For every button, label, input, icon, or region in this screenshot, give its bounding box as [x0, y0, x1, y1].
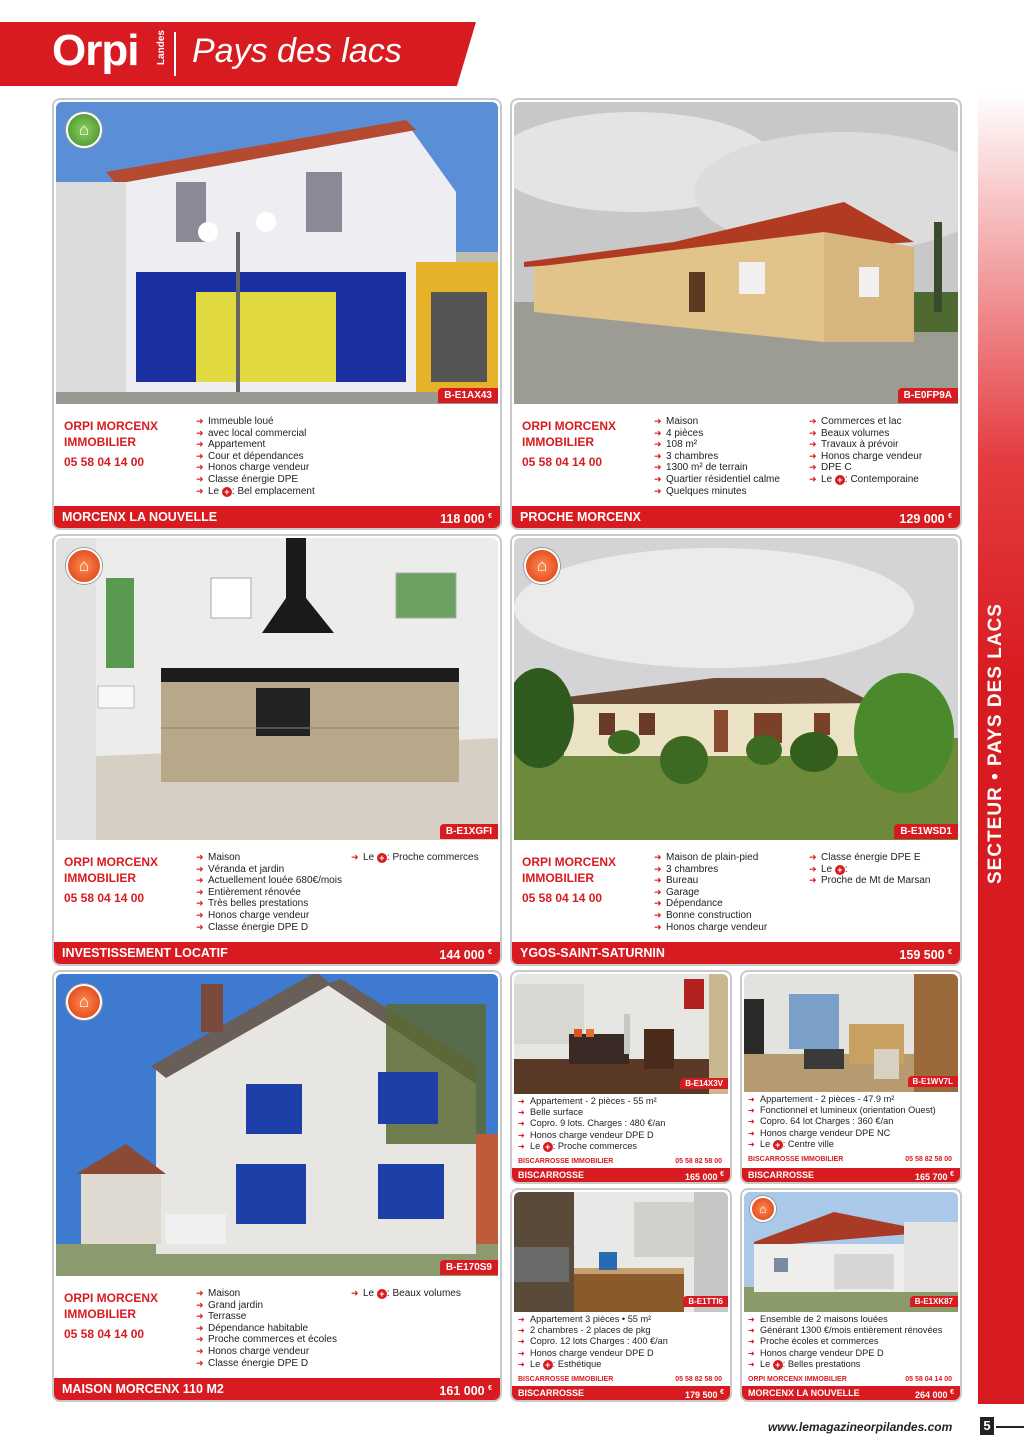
reference-code: B-E170S9 — [440, 1260, 498, 1275]
feature-item: ➜ Fonctionnel et lumineux (orientation Ouest) — [748, 1105, 960, 1116]
listing-price: 165 700 € — [915, 1171, 954, 1182]
feature-item: ➜ Maison — [654, 416, 804, 428]
feature-item: ➜ Immeuble loué — [196, 416, 446, 428]
feature-item: ➜ Le + : — [809, 864, 959, 876]
feature-list — [518, 1314, 730, 1370]
feature-item: ➜ Maison — [196, 1288, 346, 1300]
agency-name: ORPI MORCENX IMMOBILIER — [522, 419, 617, 449]
feature-item: ➜ Maison de plain-pied — [654, 852, 804, 864]
listing-location: MORCENX LA NOUVELLE — [62, 510, 218, 524]
feature-item: ➜ avec local commercial — [196, 428, 446, 440]
agency-name: ORPI MORCENX IMMOBILIER — [748, 1376, 847, 1383]
agency-name: ORPI MORCENX IMMOBILIER — [64, 1291, 159, 1321]
agency-phone: 05 58 82 58 00 — [675, 1158, 722, 1165]
feature-item: ➜ Dépendance habitable — [196, 1323, 346, 1335]
agency-info — [518, 1158, 722, 1165]
feature-list — [654, 416, 804, 497]
property-photo — [514, 538, 958, 840]
feature-list — [748, 1094, 960, 1150]
page-title: Pays des lacs — [192, 32, 402, 70]
property-photo — [56, 538, 498, 840]
listing-location: PROCHE MORCENX — [520, 510, 641, 524]
listing-card[interactable] — [510, 98, 962, 530]
plus-circle-icon: + — [773, 1360, 783, 1370]
listing-price: 129 000 € — [899, 512, 952, 527]
agency-phone: 05 58 04 14 00 — [64, 891, 145, 905]
agency-info — [522, 418, 642, 470]
agency-info — [518, 1376, 722, 1383]
listing-footer — [512, 1168, 730, 1182]
feature-list-secondary — [351, 1288, 501, 1300]
feature-list-secondary — [809, 852, 959, 887]
feature-item: ➜ Ensemble de 2 maisons louées — [748, 1314, 960, 1325]
feature-item: ➜ Honos charge vendeur — [196, 1346, 346, 1358]
feature-item: ➜ Entièrement rénovée — [196, 887, 346, 899]
listing-footer — [54, 1378, 500, 1400]
plus-circle-icon: + — [773, 1140, 783, 1150]
feature-item: ➜ 3 chambres — [654, 451, 804, 463]
agency-phone: 05 58 04 14 00 — [522, 455, 603, 469]
listing-location: BISCARROSSE — [518, 1388, 585, 1398]
feature-item: ➜ Maison — [196, 852, 346, 864]
feature-item: ➜ Classe énergie DPE D — [196, 922, 346, 934]
agency-info — [748, 1156, 952, 1163]
page-number: 5 — [980, 1417, 994, 1435]
property-photo — [514, 1192, 728, 1312]
house-heart-icon: ⌂ — [524, 548, 560, 584]
feature-item: ➜ Bonne construction — [654, 910, 804, 922]
agency-name: ORPI MORCENX IMMOBILIER — [522, 855, 617, 885]
sector-label: SECTEUR • PAYS DES LACS — [985, 603, 1006, 885]
reference-code: B-E0FP9A — [898, 388, 958, 403]
agency-name: BISCARROSSE IMMOBILIER — [518, 1158, 614, 1165]
plus-circle-icon: + — [543, 1142, 553, 1152]
listing-card[interactable] — [52, 534, 502, 966]
small-listing-card[interactable] — [740, 1188, 962, 1402]
agency-phone: 05 58 04 14 00 — [64, 1327, 145, 1341]
small-listing-card[interactable] — [740, 970, 962, 1184]
feature-item: ➜ Appartement - 2 pièces - 55 m² — [518, 1096, 730, 1107]
agency-phone: 05 58 82 58 00 — [905, 1156, 952, 1163]
agency-name: ORPI MORCENX IMMOBILIER — [64, 419, 159, 449]
agency-phone: 05 58 04 14 00 — [522, 891, 603, 905]
house-heart-icon: ⌂ — [66, 548, 102, 584]
house-heart-icon: ⌂ — [750, 1196, 776, 1222]
feature-item: ➜ 108 m² — [654, 439, 804, 451]
feature-item: ➜ Véranda et jardin — [196, 864, 346, 876]
feature-item: ➜ 3 chambres — [654, 864, 804, 876]
listing-price: 159 500 € — [899, 948, 952, 963]
orpi-logo: Orpi — [52, 26, 139, 75]
agency-name: BISCARROSSE IMMOBILIER — [748, 1156, 844, 1163]
listing-price: 264 000 € — [915, 1389, 954, 1400]
agency-info — [64, 1290, 184, 1342]
property-photo — [56, 102, 498, 404]
reference-code: B-E1XK87 — [910, 1296, 958, 1307]
feature-item: ➜ Terrasse — [196, 1311, 346, 1323]
feature-item: ➜ Cour et dépendances — [196, 451, 446, 463]
house-heart-icon: ⌂ — [66, 984, 102, 1020]
feature-item: ➜ Commerces et lac — [809, 416, 959, 428]
listing-footer — [742, 1168, 960, 1182]
agency-name: ORPI MORCENX IMMOBILIER — [64, 855, 159, 885]
feature-item: ➜ Le + : Contemporaine — [809, 474, 959, 486]
listing-card[interactable] — [510, 534, 962, 966]
feature-item: ➜ Travaux à prévoir — [809, 439, 959, 451]
agency-info — [64, 854, 184, 906]
feature-item: ➜ Très belles prestations — [196, 898, 346, 910]
property-photo — [56, 974, 498, 1276]
feature-item: ➜ 1300 m² de terrain — [654, 462, 804, 474]
property-photo — [744, 1192, 958, 1312]
feature-item: ➜ Le + : Esthétique — [518, 1359, 730, 1370]
property-photo — [744, 974, 958, 1092]
feature-item: ➜ Quelques minutes — [654, 486, 804, 498]
plus-circle-icon: + — [835, 475, 845, 485]
listing-price: 165 000 € — [685, 1171, 724, 1182]
plus-circle-icon: + — [377, 1289, 387, 1299]
feature-item: ➜ Quartier résidentiel calme — [654, 474, 804, 486]
feature-item: ➜ Classe énergie DPE — [196, 474, 446, 486]
feature-item: ➜ Générant 1300 €/mois entièrement rénovées — [748, 1325, 960, 1336]
property-photo — [514, 974, 728, 1094]
agency-info — [522, 854, 642, 906]
listing-card[interactable] — [52, 970, 502, 1402]
listing-footer — [512, 942, 960, 964]
plus-circle-icon: + — [222, 487, 232, 497]
listing-footer — [54, 506, 500, 528]
plus-circle-icon: + — [543, 1360, 553, 1370]
listing-price: 179 500 € — [685, 1389, 724, 1400]
small-listing-card[interactable] — [510, 1188, 732, 1402]
reference-code: B-E1TTI6 — [683, 1296, 728, 1307]
feature-item: ➜ Classe énergie DPE D — [196, 1358, 346, 1370]
agency-info — [748, 1376, 952, 1383]
feature-item: ➜ Le + : Proche commerces — [518, 1141, 730, 1152]
feature-item: ➜ Honos charge vendeur — [196, 462, 446, 474]
listing-location: BISCARROSSE — [518, 1170, 585, 1180]
property-photo — [514, 102, 958, 404]
feature-item: ➜ Beaux volumes — [809, 428, 959, 440]
listing-card[interactable] — [52, 98, 502, 530]
reference-code: B-E14X3V — [680, 1078, 728, 1089]
feature-item: ➜ Actuellement louée 680€/mois — [196, 875, 346, 887]
feature-item: ➜ Honos charge vendeur — [654, 922, 804, 934]
feature-item: ➜ Honos charge vendeur DPE D — [518, 1130, 730, 1141]
feature-item: ➜ Honos charge vendeur DPE D — [518, 1348, 730, 1359]
feature-item: ➜ Le + : Bel emplacement — [196, 486, 446, 498]
feature-list-secondary — [351, 852, 501, 864]
feature-item: ➜ Proche écoles et commerces — [748, 1336, 960, 1347]
feature-item: ➜ DPE C — [809, 462, 959, 474]
feature-item: ➜ Proche de Mt de Marsan — [809, 875, 959, 887]
header-separator — [174, 32, 176, 76]
feature-item: ➜ Bureau — [654, 875, 804, 887]
feature-item: ➜ Le + : Belles prestations — [748, 1359, 960, 1370]
plus-circle-icon: + — [835, 865, 845, 875]
house-icon: ⌂ — [66, 112, 102, 148]
listing-location: INVESTISSEMENT LOCATIF — [62, 946, 228, 960]
logo-region: Landes — [156, 30, 167, 66]
agency-phone: 05 58 04 14 00 — [64, 455, 145, 469]
listing-footer — [54, 942, 500, 964]
feature-item: ➜ Le + : Beaux volumes — [351, 1288, 501, 1300]
listing-location: MAISON MORCENX 110 M2 — [62, 1382, 224, 1396]
feature-list-secondary — [809, 416, 959, 486]
listing-price: 161 000 € — [439, 1384, 492, 1399]
feature-item: ➜ Honos charge vendeur — [809, 451, 959, 463]
feature-item: ➜ Appartement 3 pièces • 55 m² — [518, 1314, 730, 1325]
feature-item: ➜ Copro. 12 lots Charges : 400 €/an — [518, 1336, 730, 1347]
feature-item: ➜ Classe énergie DPE E — [809, 852, 959, 864]
listing-price: 118 000 € — [440, 512, 492, 527]
reference-code: B-E1XGFI — [440, 824, 498, 839]
feature-item: ➜ Dépendance — [654, 898, 804, 910]
agency-name: BISCARROSSE IMMOBILIER — [518, 1376, 614, 1383]
feature-item: ➜ Garage — [654, 887, 804, 899]
page-number-rule — [996, 1426, 1024, 1428]
feature-item: ➜ Grand jardin — [196, 1300, 346, 1312]
reference-code: B-E1WSD1 — [894, 824, 958, 839]
feature-item: ➜ Honos charge vendeur — [196, 910, 346, 922]
listing-price: 144 000 € — [439, 948, 492, 963]
small-listing-card[interactable] — [510, 970, 732, 1184]
feature-item: ➜ Le + : Centre ville — [748, 1139, 960, 1150]
feature-list — [196, 852, 346, 933]
website-url[interactable]: www.lemagazineorpilandes.com — [768, 1420, 953, 1434]
reference-code: B-E1AX43 — [438, 388, 498, 403]
agency-info — [64, 418, 184, 470]
agency-phone: 05 58 04 14 00 — [905, 1376, 952, 1383]
feature-list — [748, 1314, 960, 1370]
reference-code: B-E1WV7L — [908, 1076, 958, 1087]
listing-location: MORCENX LA NOUVELLE — [748, 1388, 860, 1398]
feature-list — [196, 1288, 346, 1369]
feature-item: ➜ Honos charge vendeur DPE D — [748, 1348, 960, 1359]
feature-item: ➜ Copro. 64 lot Charges : 360 €/an — [748, 1116, 960, 1127]
listing-location: BISCARROSSE — [748, 1170, 815, 1180]
listing-footer — [742, 1386, 960, 1400]
feature-list — [654, 852, 804, 933]
listing-footer — [512, 506, 960, 528]
plus-circle-icon: + — [377, 853, 387, 863]
feature-list — [196, 416, 446, 497]
feature-item: ➜ Appartement - 2 pièces - 47.9 m² — [748, 1094, 960, 1105]
feature-item: ➜ Proche commerces et écoles — [196, 1334, 346, 1346]
feature-item: ➜ Copro. 9 lots. Charges : 480 €/an — [518, 1118, 730, 1129]
feature-list — [518, 1096, 730, 1152]
feature-item: ➜ 4 pièces — [654, 428, 804, 440]
listing-footer — [512, 1386, 730, 1400]
feature-item: ➜ 2 chambres - 2 places de pkg — [518, 1325, 730, 1336]
feature-item: ➜ Le + : Proche commerces — [351, 852, 501, 864]
listing-location: YGOS-SAINT-SATURNIN — [520, 946, 665, 960]
feature-item: ➜ Belle surface — [518, 1107, 730, 1118]
feature-item: ➜ Honos charge vendeur DPE NC — [748, 1128, 960, 1139]
feature-item: ➜ Appartement — [196, 439, 446, 451]
agency-phone: 05 58 82 58 00 — [675, 1376, 722, 1383]
